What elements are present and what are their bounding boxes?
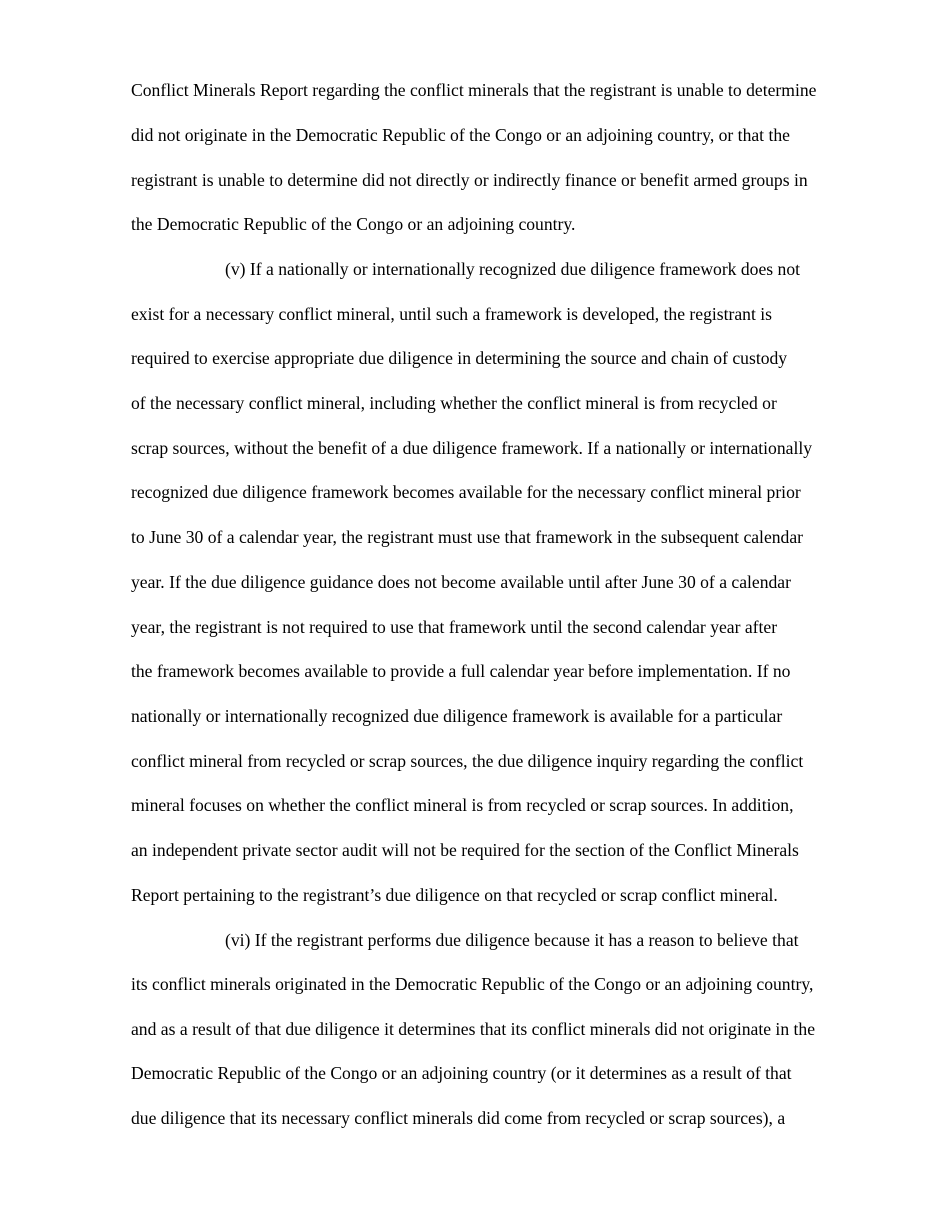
- text-line-paragraph-start: (v) If a nationally or internationally recognized due diligence framework does not: [225, 259, 801, 279]
- text-line: due diligence that its necessary conflict minerals did come from recycled or scrap sources), a: [131, 1108, 786, 1128]
- text-line: Democratic Republic of the Congo or an adjoining country (or it determines as a result of that: [131, 1063, 792, 1083]
- text-line: the framework becomes available to provide a full calendar year before implementation. If no: [131, 661, 791, 681]
- text-line: exist for a necessary conflict mineral, until such a framework is developed, the registrant is: [131, 304, 772, 324]
- text-line: Report pertaining to the registrant’s due diligence on that recycled or scrap conflict mineral.: [131, 885, 778, 905]
- text-line: conflict mineral from recycled or scrap sources, the due diligence inquiry regarding the conflict: [131, 751, 804, 771]
- text-line: of the necessary conflict mineral, including whether the conflict mineral is from recycled or: [131, 393, 777, 413]
- text-line: the Democratic Republic of the Congo or an adjoining country.: [131, 214, 576, 234]
- text-line: did not originate in the Democratic Republic of the Congo or an adjoining country, or that the: [131, 125, 790, 145]
- text-line: its conflict minerals originated in the Democratic Republic of the Congo or an adjoining country,: [131, 974, 814, 994]
- text-line-paragraph-start: (vi) If the registrant performs due diligence because it has a reason to believe that: [225, 930, 799, 950]
- text-line: recognized due diligence framework becomes available for the necessary conflict mineral prior: [131, 482, 801, 502]
- text-line: year. If the due diligence guidance does not become available until after June 30 of a calendar: [131, 572, 791, 592]
- text-line: and as a result of that due diligence it determines that its conflict minerals did not originate in the: [131, 1019, 816, 1039]
- text-line: scrap sources, without the benefit of a due diligence framework. If a nationally or internationally: [131, 438, 813, 458]
- text-line: an independent private sector audit will not be required for the section of the Conflict Minerals: [131, 840, 799, 860]
- text-line: Conflict Minerals Report regarding the conflict minerals that the registrant is unable to determine: [131, 80, 817, 100]
- text-line: required to exercise appropriate due diligence in determining the source and chain of custody: [131, 348, 788, 368]
- text-line: nationally or internationally recognized due diligence framework is available for a particular: [131, 706, 783, 726]
- text-line: registrant is unable to determine did not directly or indirectly finance or benefit armed groups in: [131, 170, 808, 190]
- text-line: to June 30 of a calendar year, the registrant must use that framework in the subsequent calendar: [131, 527, 804, 547]
- text-line: mineral focuses on whether the conflict mineral is from recycled or scrap sources. In addition,: [131, 795, 794, 815]
- text-line: year, the registrant is not required to use that framework until the second calendar year after: [131, 617, 778, 637]
